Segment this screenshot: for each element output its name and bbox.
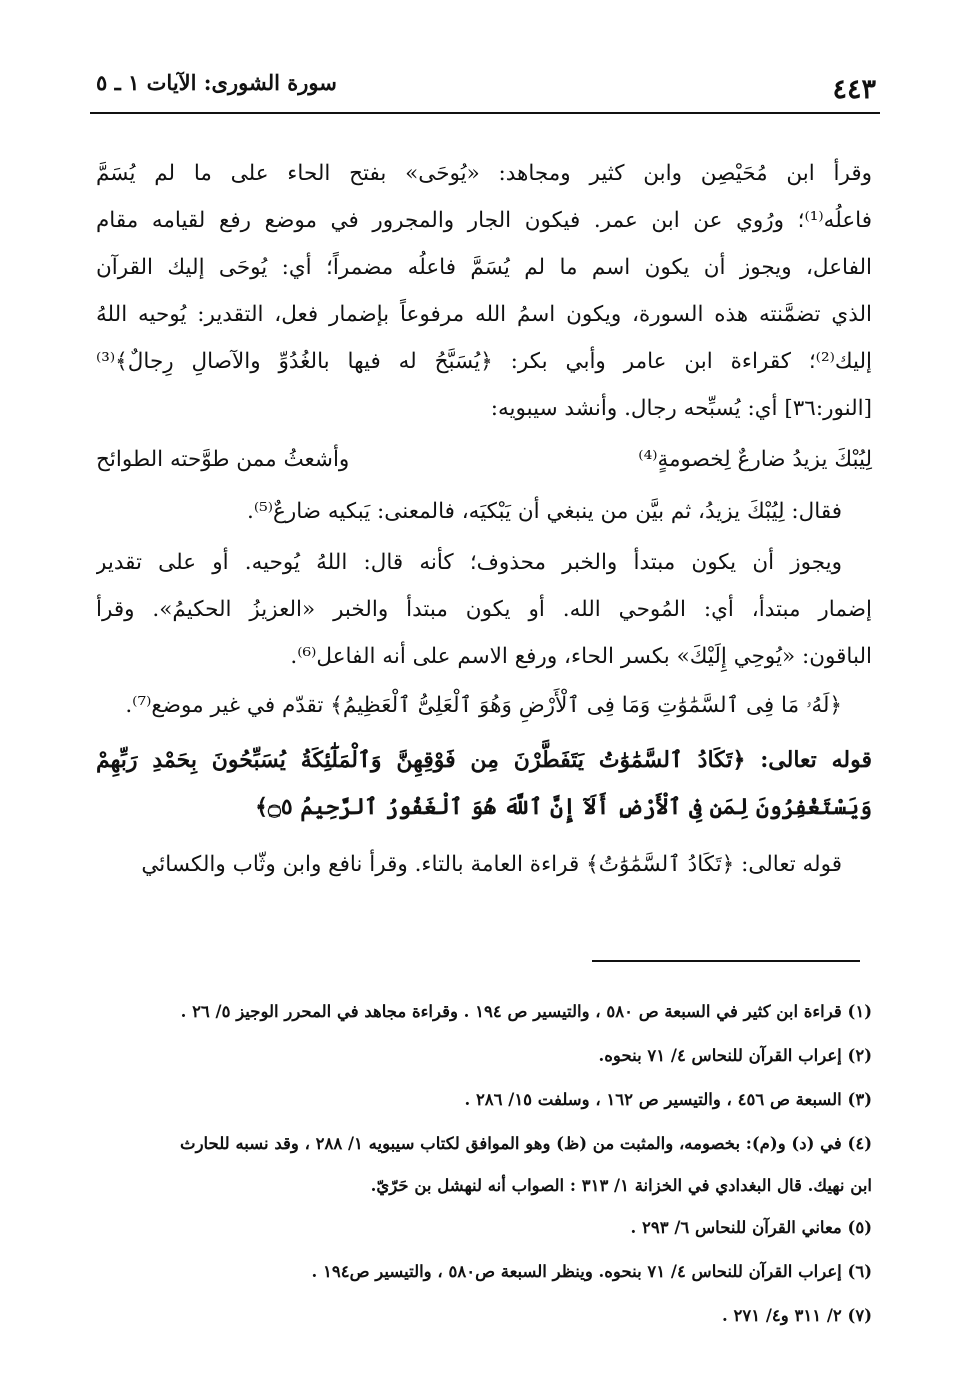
footnote-separator [592, 960, 860, 962]
text-line: الباقون: «يُوحِي إِلَيْكَ» بكسر الحاء، ورفع الاسم على أنه الفاعل⁽⁶⁾. [290, 644, 872, 669]
text-line: قوله تعالى: ﴿تَكَادُ ٱلسَّمَٰوَٰتُ﴾ قراءة العامة بالتاء. وقرأ نافع وابن وثّاب والكسائي [141, 852, 842, 877]
text-line: ﴿لَهُۥ مَا فِى ٱلسَّمَٰوَٰتِ وَمَا فِى ٱلْأَرْضِ وَهُوَ ٱلْعَلِىُّ ٱلْعَظِيمُ﴾ تقدّم في غير موضع⁽⁷⁾. [125, 693, 842, 718]
footnotes [86, 990, 872, 1338]
text-line: الذي تضمَّنته هذه السورة، ويكون اسمُ الله مرفوعاً بإضمار فعل، التقدير: يُوحيه اللهُ [96, 302, 872, 327]
quran-text-1: ﴿تَكَادُ ٱلسَّمَٰوَٰتُ يَتَفَطَّرْنَ مِن فَوْقِهِنَّ وَٱلْمَلَٰٓئِكَةُ يُسَبِّحُونَ بِحَمْدِ رَبِّهِمْ [96, 747, 746, 773]
footnote: (٢) إعراب القرآن للنحاس ٤/ ٧١ بنحوه. [598, 1046, 872, 1065]
verse-second-hemistich: وأشعثُ ممن طوَّحته الطوائح [96, 447, 350, 472]
footnote: (٦) إعراب القرآن للنحاس ٤/ ٧١ بنحوه. وينظر السبعة ص٥٨٠ ، والتيسير ص١٩٤ . [311, 1262, 872, 1281]
page-header [90, 66, 880, 114]
footnote: (٥) معاني القرآن للنحاس ٦/ ٢٩٣ . [630, 1218, 872, 1237]
text-line: فقال: لِيُبْكَ يزيدُ، ثم بيَّن من ينبغي أن يَبْكيَه، فالمعنى: يَبكيه ضارعٌ⁽⁵⁾. [246, 499, 842, 524]
text-line: وقرأ ابن مُحَيْصِن وابن كثير ومجاهد: «يُوحَى» بفتح الحاء على ما لم يُسَمَّ [96, 161, 872, 186]
footnote: (٣) السبعة ص ٤٥٦ ، والتيسير ص ١٦٢ ، وسلفت ١٥/ ٢٨٦ . [464, 1090, 872, 1109]
quran-verse-line [96, 737, 872, 784]
quran-verse-line: وَيَسْتَغْفِرُونَ لِمَن فِى ٱلْأَرْضِ أَلَآ إِنَّ ٱللَّهَ هُوَ ٱلْغَفُورُ ٱلرَّحِيمُ ۝٥﴾ [255, 794, 872, 820]
footnote: (٧) ٢/ ٣١١ و٤/ ٢٧١ . [722, 1306, 872, 1325]
footnote: (٤) في (د) و(م): بخصومه، والمثبت من (ظ) وهو الموافق لكتاب سيبويه ١/ ٢٨٨ ، وقد نسبه للحارث [180, 1134, 872, 1153]
text-line: [النور:٣٦] أي: يُسبِّحه رجال. وأنشد سيبويه: [490, 396, 872, 421]
quran-intro: قوله تعالى: [760, 747, 872, 773]
text-line: إليك⁽²⁾؛ كقراءة ابن عامر وأبي بكر: ﴿يُسَبَّحُ له فيها بالغُدُوِّ والآصالِ رِجالٌ﴾⁽³⁾ [96, 349, 872, 374]
footnote-continuation: ابن نهيك. قال البغدادي في الخزانة ١/ ٣١٣ : الصواب أنه لنهشل بن حَرّيّ. [370, 1176, 872, 1195]
text-line: فاعلُه⁽¹⁾؛ ورُوي عن ابن عمر. فيكون الجار والمجرور في موضع رفع لقيامه مقام [96, 208, 872, 233]
main-text [96, 150, 872, 888]
text-line: الفاعل، ويجوز أن يكون اسم ما لم يُسَمَّ فاعلُه مضمراً؛ أي: يُوحَى إليك القرآن [96, 255, 872, 280]
verse-first-hemistich: لِيُبْكَ يزيدُ ضارعٌ لِخصومةٍ⁽⁴⁾ [638, 447, 872, 472]
footnote: (١) قراءة ابن كثير في السبعة ص ٥٨٠ ، والتيسير ص ١٩٤ . وقراءة مجاهد في المحرر الوجيز ٥/ ٢٦ . [180, 1002, 872, 1021]
running-title: سورة الشورى: الآيات ١ ـ ٥ [96, 70, 337, 95]
poetry-verse [96, 436, 872, 488]
page-number: ٤٤٣ [832, 74, 876, 105]
text-line: ويجوز أن يكون مبتدأ والخبر محذوف؛ كأنه قال: اللهُ يُوحيه. أو على تقدير [96, 550, 842, 575]
text-line: إضمار مبتدأ، أي: المُوحي الله. أو يكون مبتدأ والخبر «العزيزُ الحكيمُ». وقرأ [96, 597, 872, 622]
